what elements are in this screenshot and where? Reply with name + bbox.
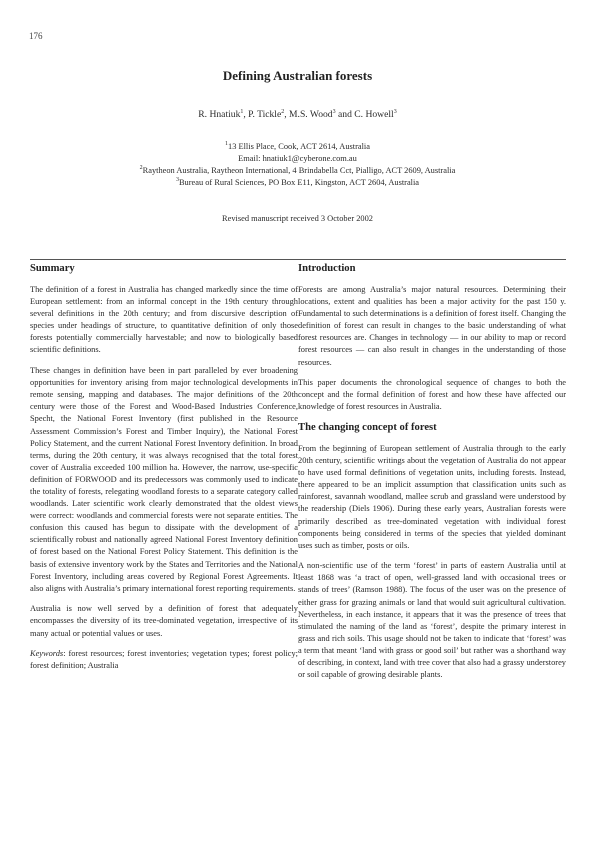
changing-concept-paragraph: A non-scientific use of the term ‘forest’ in parts of eastern Australia until at least 1868 was ‘a tract of open, well-grassed land with occasional trees or stands of trees’ (Ramson 1988). The focus of the user was on the presence of either grass for grazing animals or land that would suit agricultural cultivation. Nevertheless, in each instance, it appears that it was the presence of trees that stimulated the naming of the land as ‘forest’, despite the primary interest in grass and rich soils. This usage should not be taken to indicate that ‘forest’ was a term that meant ‘land with grass or good soil’ but rather was a shorthand way of describing, in context, land with tree cover that also had a grassy understorey or soil capable of growing desirable plants. <box>298 561 566 680</box>
affiliation: $^3$Bureau of Rural Sciences, PO Box E11, Kingston, ACT 2604, Australia <box>175 177 420 187</box>
author: M.S. Wood$^3$ and <box>289 108 355 120</box>
article-title: Defining Australian forests <box>222 68 373 83</box>
author: C. Howell$^3$ <box>354 108 397 120</box>
affiliation: $^2$Raytheon Australia, Raytheon International, 4 Brindabella Cct, Pialligo, ACT 2609, Australia <box>139 165 456 175</box>
page-number: 176 <box>29 31 43 41</box>
changing-concept-heading: The changing concept of forest <box>298 421 437 433</box>
introduction-paragraph: This paper documents the chronological sequence of changes to both the concept and the formal definition of forest and how these have affected our knowledge of forest resources in Australia. <box>298 378 566 412</box>
introduction-heading: Introduction <box>298 263 356 274</box>
section-rule <box>30 259 298 260</box>
revised-note: Revised manuscript received 3 October 2002 <box>222 214 373 223</box>
summary-heading: Summary <box>30 263 75 274</box>
affiliation: $^1$13 Ellis Place, Cook, ACT 2614, Australia <box>225 141 370 151</box>
summary-paragraph: Australia is now well served by a definition of forest that adequately encompasses the diversity of its tree-dominated vegetation, irrespective of its many actual or potential values or uses. <box>30 604 298 638</box>
author: R. Hnatiuk$^1$, <box>198 108 249 120</box>
introduction-paragraph: Forests are among Australia’s major natural resources. Determining their locations, extent and qualities has been a major activity for the past 150 y. Fundamental to such determinations is a definition of forest itself. Changing the definition of forest can result in changes to the basic understanding of what forest resources are. Changes in technology — in our ability to map or record forest resources — can also result in changes in the understanding of those resources. <box>298 285 566 367</box>
changing-concept-paragraph: From the beginning of European settlement of Australia through to the early 20th century, scientific writings about the vegetation of Australia do not appear to have used formal definitions of vegetation units, including forests. Instead, there appeared to be an implicit assumption that classification units such as rainforest, savannah woodland, mallee scrub and grassland were understood by the readership (Diels 1906). During these early years, Australian forests were primarily described as tree-dominated vegetation with individual forest components being considered in terms of the species that yielded dominant uses such as timber, posts or oils. <box>298 443 566 550</box>
summary-column <box>30 259 298 681</box>
summary-paragraph: These changes in definition have been in part paralleled by ever broadening opportunities for inventory arising from major technological developments in remote sensing, mapping and databases. The major definitions of the 20th century were those of the Forest and Wood-Based Industries Conference, Specht, the National Forest Inventory (first published in the Resource Assessment Commission’s Forest and Timber Inquiry), the National Forest Policy Statement, and the current National Forest Inventory definition. In broad terms, during the 20th century, it was always recognised that the total forest cover of Australia exceeded 100 million ha. However, the narrow, use-specific definition of FORWOOD and its predecessors was commonly used to indicate the totality of forests, relegating woodland forests to a separate category called woodlands. Later scientific work clearly demonstrated that the oldest views were correct: woodlands and commercial forests were not separate entities. The confusion this caused has begun to dissipate with the development of a scientifically robust and nationally agreed National Forest Inventory definition of forest based on the National Forest Policy Statement. This definition is the basis of extensive inventory work by the States and Territories and the National Forest Inventory, including areas covered by Regional Forest Agreements. It also aligns with Australia’s primary international forest reporting requirements. <box>30 366 298 593</box>
affiliations <box>0 141 595 189</box>
author: P. Tickle$^2$, <box>248 108 290 120</box>
body-column <box>298 259 566 690</box>
section-rule <box>298 259 566 260</box>
summary-paragraph: The definition of a forest in Australia has changed markedly since the time of European settlement: from an informal concept in the 19th century through several definitions in the 20th century; and from discursive description of species under headings of structure, to quantitative definition of only those forests potentially commercially harvestable; and now to biologically based scientific definitions. <box>30 285 298 355</box>
keywords: Keywords: forest resources; forest inventories; vegetation types; forest policy; forest definition; Australia <box>30 649 298 671</box>
email: Email: hnatiuk1@cyberone.com.au <box>238 154 357 163</box>
author-list <box>0 109 595 120</box>
